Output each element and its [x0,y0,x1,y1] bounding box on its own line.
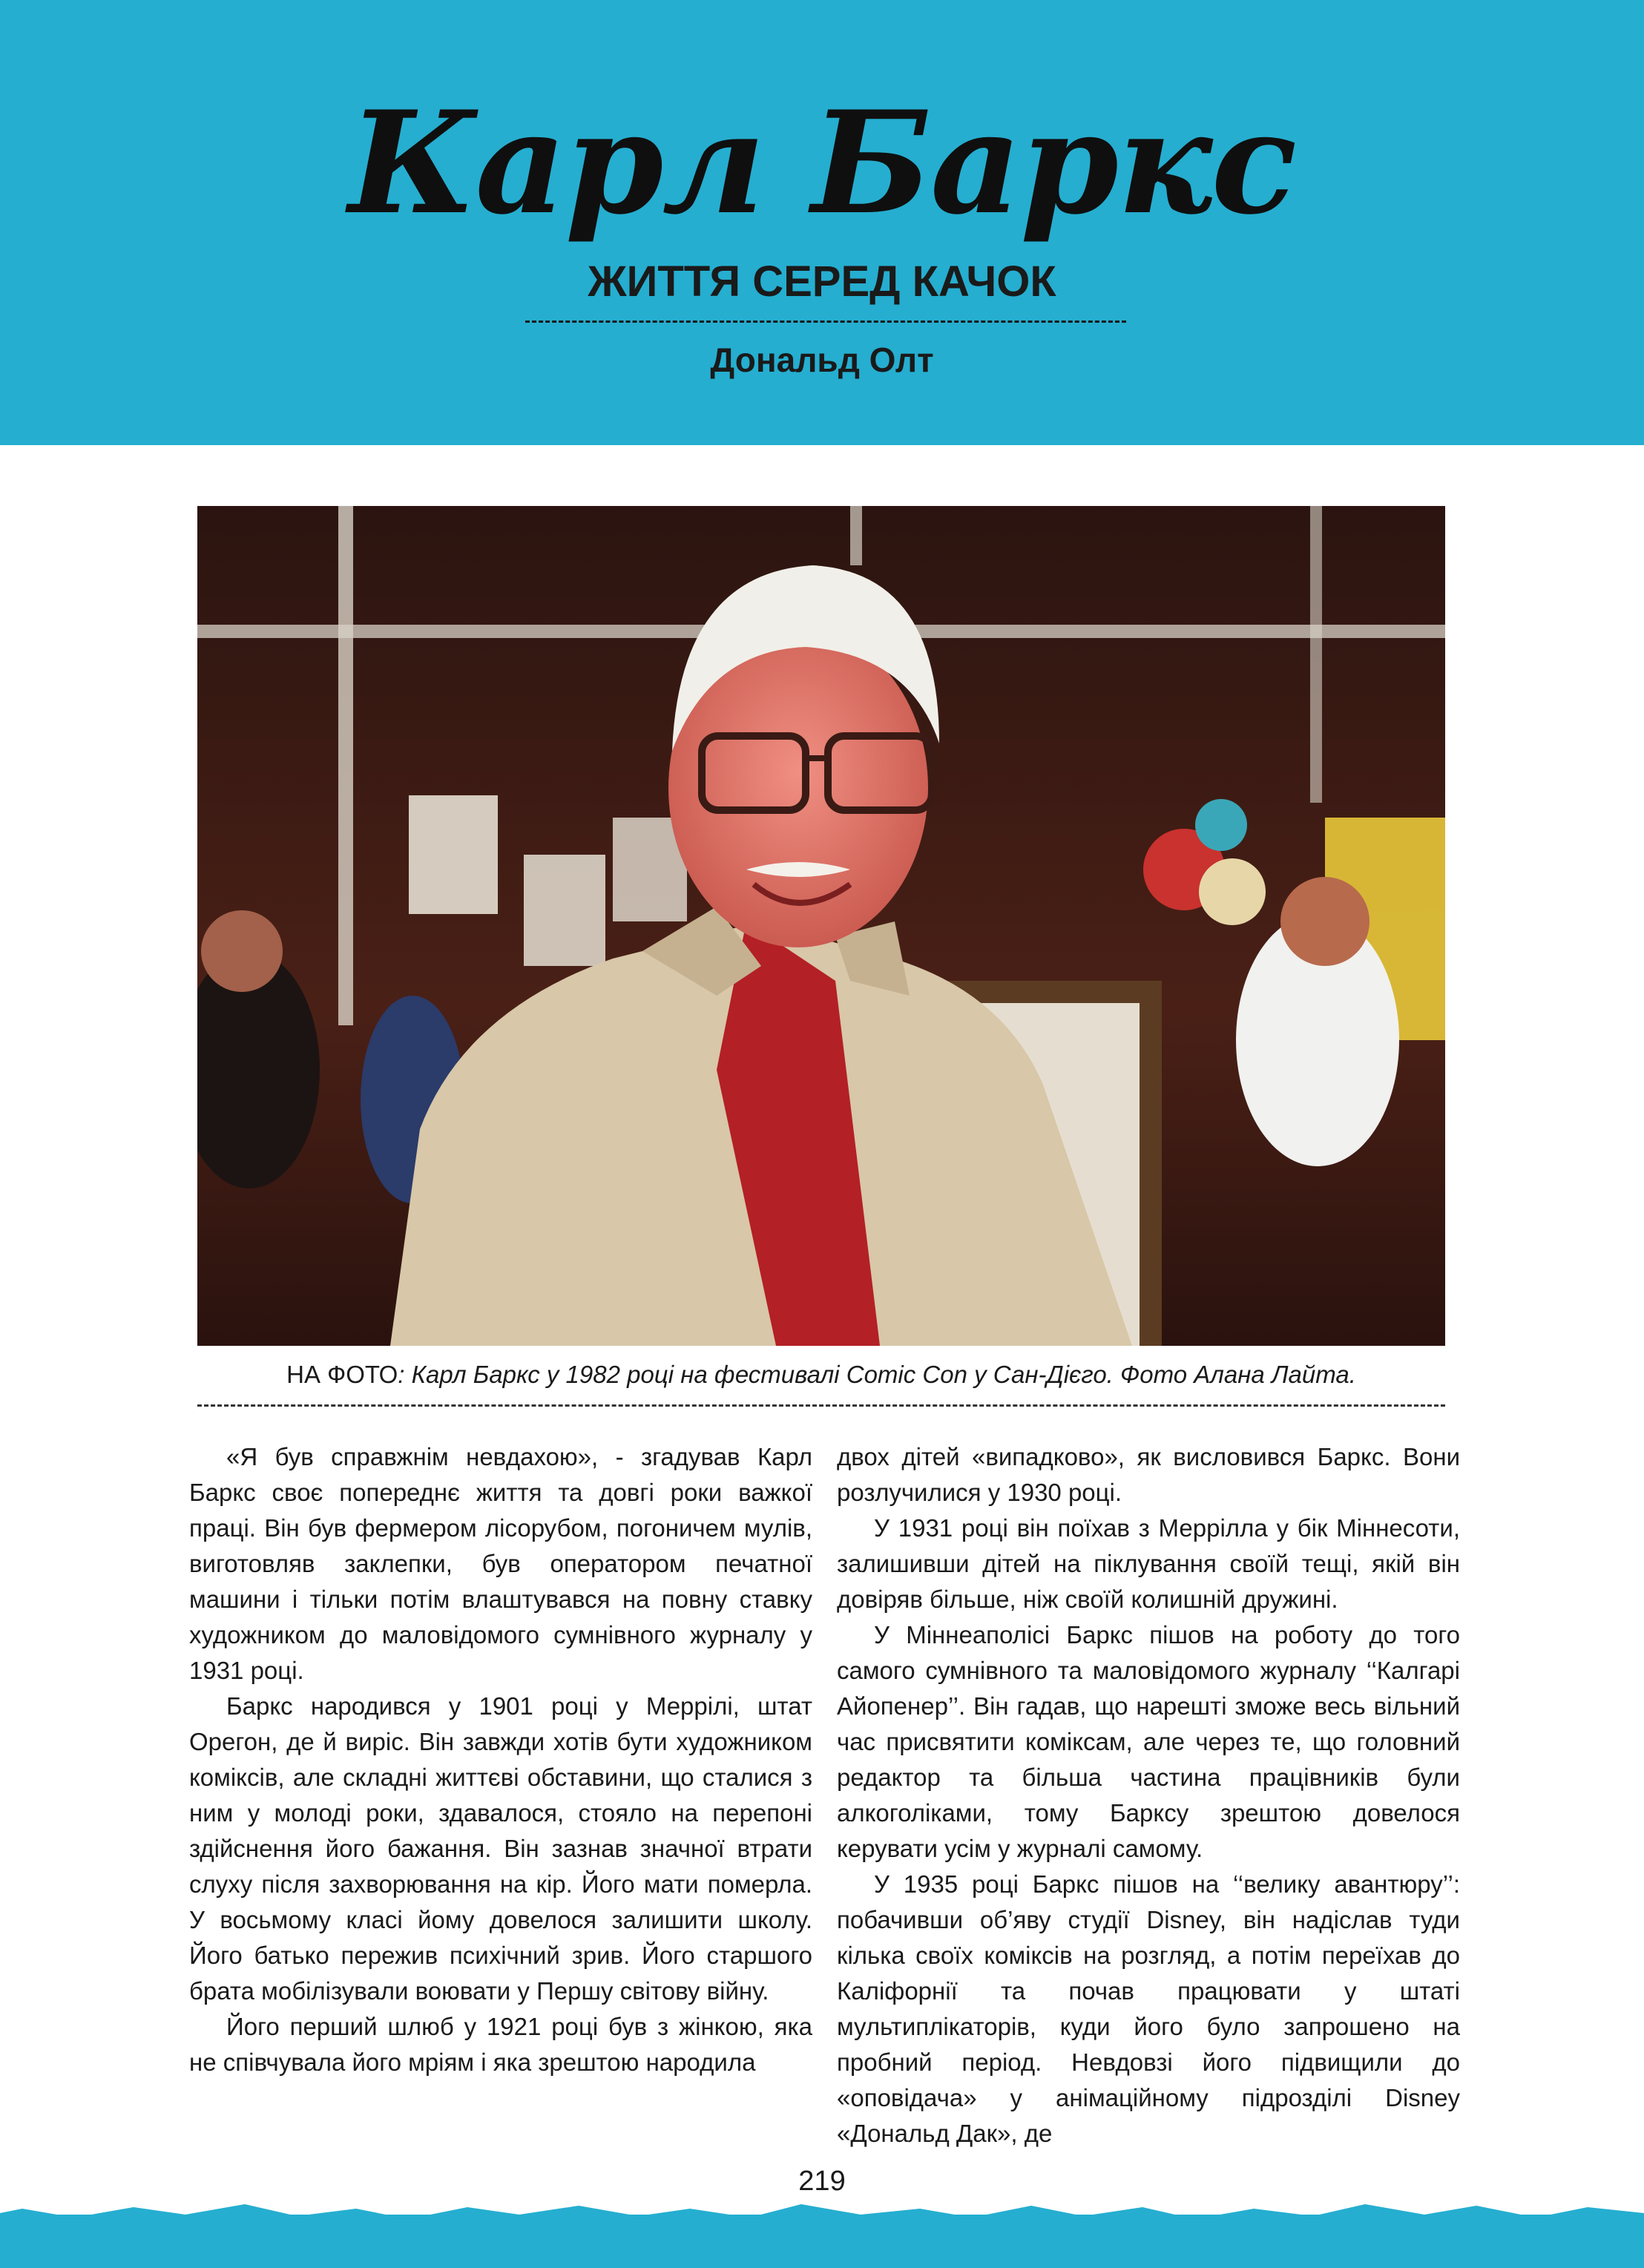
article-column-left [189,1439,812,2080]
caption-divider [197,1404,1445,1407]
article-subtitle: ЖИТТЯ СЕРЕД КАЧОК [588,257,1056,306]
torn-edge-top [0,412,1644,464]
caption-text: : Карл Баркс у 1982 році на фестивалі Comic Con у Сан-Дієго. Фото Алана Лайта. [398,1361,1356,1388]
page-number: 219 [798,2166,846,2197]
caption-lead: НА ФОТО [286,1361,398,1388]
paragraph: У 1935 році Баркс пішов на ‘‘велику авантюру’’: побачивши об’яву студії Disney, він надіслав туди кілька своїх коміксів на розгляд, а потім переїхав до Каліфорнії та почав працювати у штаті мультиплікаторів, куди його було запрошено на пробний період. Невдовзі його підвищили до «оповідача» у анімаційному підрозділі Disney «Дональд Дак», де [837,1870,1460,2147]
portrait-photo [197,506,1445,1346]
article-author: Дональд Олт [710,341,934,379]
footer-band [0,2215,1644,2268]
paragraph-continuation: двох дітей «випадково», як висловився Баркс. Вони розлучилися у 1930 році. [837,1443,1460,1506]
photo-caption [197,1356,1445,1393]
article-title: Карл Баркс [348,80,1296,246]
paragraph: У 1931 році він поїхав з Меррілла у бік Міннесоти, залишивши дітей на піклування своїй тещі, якій він довіряв більше, ніж своїй колишній дружині. [837,1514,1460,1613]
paragraph: Баркс народився у 1901 році у Меррілі, штат Орегон, де й виріс. Він завжди хотів бути художником коміксів, але складні життєві обставини, що сталися з ним у молоді роки, здавалося, стояло на перепоні здійснення його бажання. Він зазнав значної втрати слуху після захворювання на кір. Його мати померла. У восьмому класі йому довелося залишити школу. Його батько пережив психічний зрив. Його старшого брата мобілізували воювати у Першу світову війну. [189,1692,812,2005]
article-column-right [837,1439,1460,2152]
paragraph: «Я був справжнім невдахою», - згадував Карл Баркс своє попереднє життя та довгі роки важкої праці. Він був фермером лісорубом, погоничем мулів, виготовляв заклепки, був оператором печатної машини і тільки потім влаштувався на повну ставку художником до маловідомого сумнівного журналу у 1931 році. [189,1443,812,1684]
title-divider [525,321,1126,323]
paragraph: Його перший шлюб у 1921 році був з жінкою, яка не співчувала його мріям і яка зрештою народила [189,2013,812,2076]
paragraph: У Міннеаполісі Баркс пішов на роботу до того самого сумнівного та маловідомого журналу ‘‘Калгарі Айопенер’’. Він гадав, що нарешті зможе весь вільний час присвятити коміксам, але через те, що головний редактор та більша частина працівників були алкоголіками, тому Барксу зрештою довелося керувати усім у журналі самому. [837,1621,1460,1862]
